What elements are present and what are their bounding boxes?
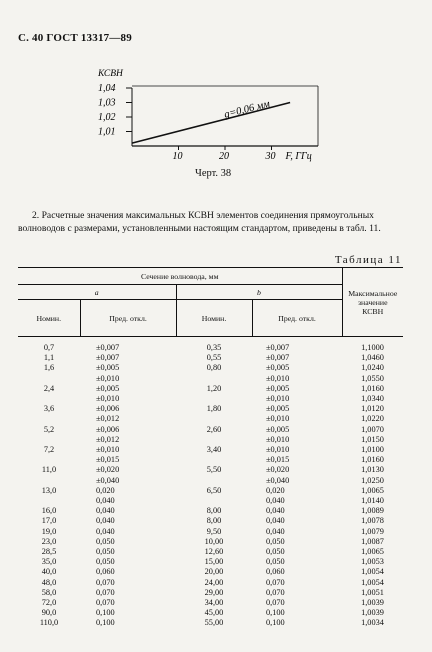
table-cell: 0,070 <box>266 598 285 608</box>
nom-b-header: Номин. <box>176 300 252 337</box>
table-cell: 0,070 <box>96 598 115 608</box>
table-cell: 1,0160 <box>361 383 384 393</box>
table-cell: 8,00 <box>206 516 222 526</box>
table-cell: 1,0250 <box>361 475 384 485</box>
table-row <box>18 465 403 475</box>
table-cell <box>176 435 252 445</box>
x-tick-label: 10 <box>172 151 183 162</box>
table-cell: 35,0 <box>41 557 57 567</box>
table-cell: 58,0 <box>41 587 57 597</box>
table-row <box>18 598 403 608</box>
table-row <box>18 363 403 373</box>
table-cell: 1,0240 <box>361 363 384 373</box>
table-cell: 110,0 <box>39 618 59 628</box>
table-cell: 0,040 <box>266 496 285 506</box>
table-row <box>18 496 403 506</box>
table-row <box>18 527 403 537</box>
table-cell: ±0,007 <box>96 343 120 352</box>
table-cell: 1,0078 <box>361 516 384 526</box>
table-cell: ±0,010 <box>266 414 290 424</box>
table-cell <box>18 394 80 404</box>
table-row <box>18 414 403 424</box>
table-cell: 1,0087 <box>361 536 384 546</box>
table-cell: ±0,005 <box>266 424 290 434</box>
table-row <box>18 557 403 567</box>
table-cell: 17,0 <box>41 516 57 526</box>
line-annotation: g=0,06 мм <box>223 98 272 121</box>
table-cell: ±0,010 <box>96 394 120 404</box>
x-axis-label: F, ГГц <box>285 151 312 162</box>
table-row <box>18 486 403 496</box>
table-cell: 1,0054 <box>361 567 384 577</box>
y-tick-label: 1,01 <box>98 126 116 138</box>
table-cell: 1,0034 <box>361 618 384 628</box>
table-cell: 1,80 <box>206 404 222 414</box>
table-cell: 1,0120 <box>361 404 384 414</box>
table-cell: 28,5 <box>41 547 57 557</box>
nom-a-header: Номин. <box>18 300 80 337</box>
table-cell <box>18 476 80 486</box>
table-row <box>18 506 403 516</box>
table-row <box>18 455 403 465</box>
table-cell: ±0,040 <box>96 475 120 485</box>
table-row <box>18 445 403 455</box>
table-cell: 0,100 <box>266 618 285 628</box>
table-row <box>18 608 403 618</box>
table-cell: ±0,010 <box>266 394 290 404</box>
table-cell: ±0,005 <box>266 404 290 414</box>
table-cell: 0,040 <box>266 506 285 516</box>
table-cell: 0,040 <box>96 496 115 506</box>
table-row <box>18 588 403 598</box>
table-cell: ±0,007 <box>266 343 290 352</box>
table-cell: ±0,015 <box>266 455 290 465</box>
table-row <box>18 547 403 557</box>
table-cell: 1,0130 <box>361 465 384 475</box>
tol-b-header: Пред. откл. <box>252 300 342 337</box>
table-cell: 13,0 <box>41 485 57 495</box>
table-cell: 0,100 <box>96 618 115 628</box>
table-cell: 1,0039 <box>361 598 384 608</box>
vswr-chart <box>0 0 432 170</box>
table-cell: 12,60 <box>204 547 224 557</box>
table-cell: 0,050 <box>96 547 115 557</box>
table-row <box>18 516 403 526</box>
table-cell: ±0,005 <box>266 383 290 393</box>
table-cell: 3,40 <box>206 445 222 455</box>
table-cell: ±0,005 <box>96 383 120 393</box>
table-cell: 1,0340 <box>361 394 384 404</box>
table-cell: ±0,012 <box>96 434 120 444</box>
table-cell: 72,0 <box>41 598 57 608</box>
table-cell: 1,1 <box>43 353 55 363</box>
x-tick-label: 30 <box>265 151 276 162</box>
table-cell: 0,040 <box>266 526 285 536</box>
table-cell: 23,0 <box>41 536 57 546</box>
tol-a-header: Пред. откл. <box>80 300 176 337</box>
table-cell: 1,0065 <box>361 485 384 495</box>
table-cell: 1,0460 <box>361 353 384 363</box>
table-cell: 0,040 <box>266 516 285 526</box>
table-cell: 1,20 <box>206 383 222 393</box>
table-cell: 0,040 <box>96 516 115 526</box>
table-cell: ±0,020 <box>96 465 120 475</box>
table-cell <box>176 374 252 384</box>
table-cell: ±0,012 <box>96 414 120 424</box>
table-cell <box>18 455 80 465</box>
table-cell <box>176 496 252 506</box>
table-cell <box>18 435 80 445</box>
table-cell: ±0,006 <box>96 404 120 414</box>
table-cell: 1,0070 <box>361 424 384 434</box>
table-cell: ±0,010 <box>266 434 290 444</box>
table-cell: 55,00 <box>204 618 224 628</box>
table-cell: 0,100 <box>96 608 115 618</box>
table-cell: ±0,010 <box>96 445 120 455</box>
table-row <box>18 476 403 486</box>
table-cell: 9,50 <box>206 526 222 536</box>
table-cell <box>18 414 80 424</box>
table-cell: ±0,005 <box>96 363 120 373</box>
table-cell: 29,00 <box>204 587 224 597</box>
table-cell: 0,7 <box>43 343 55 352</box>
page-header: С. 40 ГОСТ 13317—89 <box>18 32 132 44</box>
table-cell: 1,0051 <box>361 587 384 597</box>
table-cell: ±0,005 <box>266 363 290 373</box>
table-cell: 15,00 <box>204 557 224 567</box>
table-cell: 0,35 <box>206 343 222 352</box>
table-cell: 1,0054 <box>361 577 384 587</box>
table-cell: 1,0039 <box>361 608 384 618</box>
figure-caption: Черт. 38 <box>195 168 232 179</box>
table-cell: 34,00 <box>204 598 224 608</box>
table-row <box>18 337 403 354</box>
table-row <box>18 394 403 404</box>
y-tick-label: 1,03 <box>98 97 116 109</box>
table-row <box>18 404 403 414</box>
table-cell: 20,00 <box>204 567 224 577</box>
table-cell: 0,050 <box>266 536 285 546</box>
table-cell: 90,0 <box>41 608 57 618</box>
a-header: a <box>18 285 176 300</box>
table-cell: 5,2 <box>43 424 55 434</box>
table-cell <box>18 374 80 384</box>
table-cell: 1,0100 <box>361 445 384 455</box>
table-cell: 7,2 <box>43 445 55 455</box>
table-cell: 0,070 <box>96 577 115 587</box>
table-cell <box>176 394 252 404</box>
table-cell: 0,100 <box>266 608 285 618</box>
table-cell <box>176 476 252 486</box>
table-cell: 0,040 <box>96 506 115 516</box>
table-cell: 0,80 <box>206 363 222 373</box>
table-cell: 0,070 <box>266 587 285 597</box>
table-cell: 0,040 <box>96 526 115 536</box>
table-cell: 0,060 <box>266 567 285 577</box>
table-cell: 0,050 <box>266 547 285 557</box>
vswr-table <box>18 267 403 629</box>
table-cell: 1,0079 <box>361 526 384 536</box>
y-tick-label: 1,02 <box>98 112 116 123</box>
table-row <box>18 537 403 547</box>
table-row <box>18 353 403 363</box>
section-header: Сечение волновода, мм <box>18 268 342 285</box>
table-cell: 19,0 <box>41 526 57 536</box>
table-cell: 1,0089 <box>361 506 384 516</box>
table-cell: ±0,007 <box>96 353 120 363</box>
table-cell: 0,55 <box>206 353 222 363</box>
table-row <box>18 578 403 588</box>
table-cell: 0,070 <box>96 587 115 597</box>
table-cell: 2,4 <box>43 383 55 393</box>
table-cell: 1,0065 <box>361 547 384 557</box>
table-cell: ±0,007 <box>266 353 290 363</box>
table-cell: ±0,015 <box>96 455 120 465</box>
x-tick-label: 20 <box>219 151 229 162</box>
table-cell: 1,0140 <box>361 496 384 506</box>
b-header: b <box>176 285 342 300</box>
table-cell: 0,020 <box>96 485 115 495</box>
table-cell: 1,0150 <box>361 434 384 444</box>
table-cell: 45,00 <box>204 608 224 618</box>
body-paragraph: 2. Расчетные значения максимальных КСВН элементов соединения прямоугольных волноводов с размерами, установленными настоящим стандартом, приведены в табл. 11. <box>18 210 381 234</box>
table-row <box>18 374 403 384</box>
table-title: Таблица 11 <box>334 254 402 266</box>
table-cell <box>176 414 252 424</box>
y-tick-label: 1,04 <box>98 83 116 94</box>
table-row <box>18 425 403 435</box>
table-cell: 1,0550 <box>361 373 384 383</box>
table-cell: 10,00 <box>204 536 224 546</box>
table-cell: 2,60 <box>206 424 222 434</box>
table-cell: 11,0 <box>41 465 57 475</box>
max-vswr-header: Максимальное значение КСВН <box>342 268 403 337</box>
table-row <box>18 618 403 628</box>
table-cell: 5,50 <box>206 465 222 475</box>
table-cell: ±0,010 <box>96 373 120 383</box>
table-cell: ±0,010 <box>266 373 290 383</box>
table-cell: 0,050 <box>96 557 115 567</box>
table-cell <box>18 496 80 506</box>
table-cell: ±0,010 <box>266 445 290 455</box>
table-cell: ±0,006 <box>96 424 120 434</box>
table-cell: 1,0053 <box>361 557 384 567</box>
table-cell: 48,0 <box>41 577 57 587</box>
table-cell: 1,0160 <box>361 455 384 465</box>
table-cell: ±0,040 <box>266 475 290 485</box>
table-cell: 8,00 <box>206 506 222 516</box>
table-cell: 0,050 <box>266 557 285 567</box>
table-cell: 6,50 <box>206 485 222 495</box>
table-cell: 0,060 <box>96 567 115 577</box>
table-cell: 16,0 <box>41 506 57 516</box>
table-cell: ±0,020 <box>266 465 290 475</box>
table-cell: 1,0220 <box>361 414 384 424</box>
table-row <box>18 435 403 445</box>
table-cell: 40,0 <box>41 567 57 577</box>
table-cell: 3,6 <box>43 404 55 414</box>
table-cell: 24,00 <box>204 577 224 587</box>
table-cell: 0,050 <box>96 536 115 546</box>
table-cell <box>176 455 252 465</box>
table-row <box>18 567 403 577</box>
y-axis-label: КСВН <box>98 69 123 79</box>
table-cell: 1,6 <box>43 363 55 373</box>
table-cell: 1,1000 <box>361 343 384 352</box>
table-row <box>18 384 403 394</box>
table-cell: 0,070 <box>266 577 285 587</box>
table-cell: 0,020 <box>266 485 285 495</box>
